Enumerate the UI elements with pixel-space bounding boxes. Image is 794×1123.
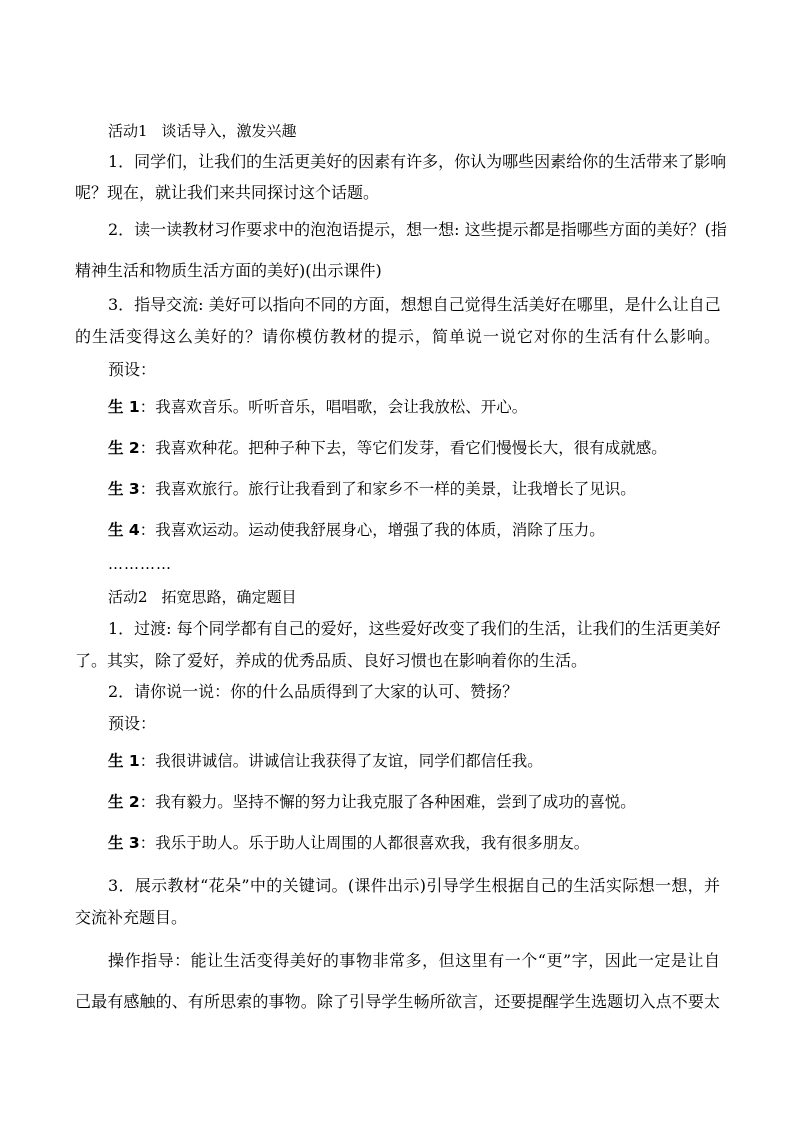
student-tag: 生 1 bbox=[108, 398, 140, 416]
activity1-student-4 bbox=[108, 520, 605, 540]
student-tag: 生 2 bbox=[108, 793, 140, 811]
activity1-student-2 bbox=[108, 438, 667, 458]
student-tag: 生 2 bbox=[108, 439, 140, 457]
student-tag: 生 4 bbox=[108, 521, 140, 539]
student-tag: 生 1 bbox=[108, 752, 140, 770]
activity2-title: 拓宽思路，确定题目 bbox=[161, 588, 297, 606]
activity1-p2-line2: 精神生活和物质生活方面的美好)(出示课件) bbox=[75, 261, 382, 280]
activity2-p1-line2: 了。其实，除了爱好，养成的优秀品质、良好习惯也在影响着你的生活。 bbox=[75, 651, 588, 670]
student-answer: ：我喜欢运动。运动使我舒展身心，增强了我的体质，消除了压力。 bbox=[139, 521, 605, 539]
activity1-student-3 bbox=[108, 479, 636, 499]
activity1-p3-line1: 3．指导交流: 美好可以指向不同的方面，想想自己觉得生活美好在哪里，是什么让自己 bbox=[108, 295, 721, 314]
student-answer: ：我乐于助人。乐于助人让周围的人都很喜欢我，我有很多朋友。 bbox=[139, 834, 590, 852]
activity2-label: 活动2 bbox=[108, 588, 148, 606]
activity1-preset-label: 预设： bbox=[108, 360, 157, 379]
activity2-p3-line1: 3．展示教材“花朵”中的关键词。(课件出示)引导学生根据自己的生活实际想一想，并 bbox=[108, 876, 720, 895]
activity1-heading bbox=[108, 121, 297, 141]
activity1-title: 谈话导入，激发兴趣 bbox=[161, 122, 297, 140]
activity2-p2: 2．请你说一说：你的什么品质得到了大家的认可、赞扬？ bbox=[108, 682, 519, 701]
student-tag: 生 3 bbox=[108, 480, 140, 498]
activity1-label: 活动1 bbox=[108, 122, 148, 140]
activity2-preset-label: 预设： bbox=[108, 714, 157, 733]
activity2-student-3 bbox=[108, 833, 589, 853]
guidance-line2: 己最有感触的、有所思索的事物。除了引导学生畅所欲言，还要提醒学生选题切入点不要太 bbox=[75, 992, 720, 1011]
activity2-p3-line2: 交流补充题目。 bbox=[75, 908, 188, 927]
activity1-student-1 bbox=[108, 397, 527, 417]
student-answer: ：我喜欢旅行。旅行让我看到了和家乡不一样的美景，让我增长了见识。 bbox=[139, 480, 636, 498]
activity2-student-2 bbox=[108, 792, 636, 812]
guidance-line1: 操作指导：能让生活变得美好的事物非常多，但这里有一个“更”字，因此一定是让自 bbox=[108, 951, 720, 970]
activity1-p3-line2: 的生活变得这么美好的？请你模仿教材的提示，简单说一说它对你的生活有什么影响。 bbox=[75, 327, 720, 346]
activity1-p1-line1: 1．同学们，让我们的生活更美好的因素有许多，你认为哪些因素给你的生活带来了影响 bbox=[108, 152, 727, 171]
activity2-p1-line1: 1．过渡: 每个同学都有自己的爱好，这些爱好改变了我们的生活，让我们的生活更美好 bbox=[108, 619, 721, 638]
activity2-heading bbox=[108, 587, 297, 607]
activity1-p1-line2: 呢？现在，就让我们来共同探讨这个话题。 bbox=[75, 183, 380, 202]
student-answer: ：我喜欢种花。把种子种下去，等它们发芽，看它们慢慢长大，很有成就感。 bbox=[139, 439, 667, 457]
student-tag: 生 3 bbox=[108, 834, 140, 852]
student-answer: ：我有毅力。坚持不懈的努力让我克服了各种困难，尝到了成功的喜悦。 bbox=[139, 793, 636, 811]
student-answer: ：我喜欢音乐。听听音乐，唱唱歌，会让我放松、开心。 bbox=[139, 398, 528, 416]
student-answer: ：我很讲诚信。讲诚信让我获得了友谊，同学们都信任我。 bbox=[139, 752, 543, 770]
activity2-student-1 bbox=[108, 751, 543, 771]
activity1-ellipsis: ………… bbox=[108, 555, 172, 573]
activity1-p2-line1: 2．读一读教材习作要求中的泡泡语提示，想一想: 这些提示都是指哪些方面的美好？(指 bbox=[108, 220, 727, 239]
